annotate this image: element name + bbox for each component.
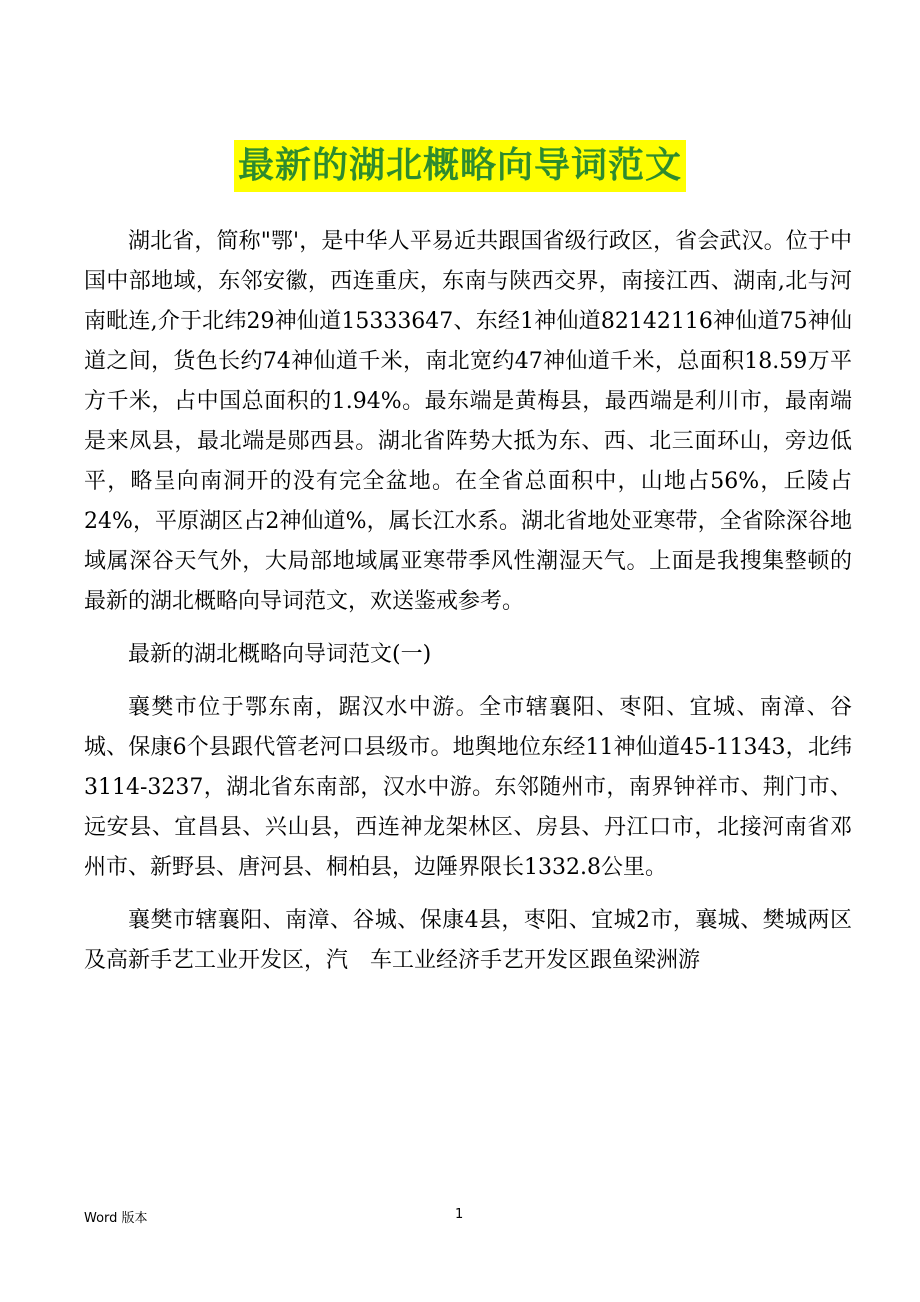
page-number: 1 bbox=[455, 1207, 464, 1222]
body-paragraph: 襄樊市位于鄂东南，踞汉水中游。全市辖襄阳、枣阳、宜城、南漳、谷城、保康6个县跟代管老河口县级市。地舆地位东经11神仙道45-11343，北纬3114-3237，湖北省东南部，汉水中游。东邻随州市，南界钟祥市、荆门市、远安县、宜昌县、兴山县，西连神龙架林区、房县、丹江口市，北接河南省邓州市、新野县、唐河县、桐柏县，边陲界限长1332.8公里。 bbox=[84, 695, 852, 880]
footer-label: Word 版本 bbox=[84, 1211, 148, 1226]
body-paragraph: 襄樊市辖襄阳、南漳、谷城、保康4县，枣阳、宜城2市，襄城、樊城两区及高新手艺工业开发区，汽 车工业经济手艺开发区跟鱼梁洲游 bbox=[84, 908, 852, 973]
section-heading: 最新的湖北概略向导词范文(一) bbox=[128, 642, 432, 667]
title-container bbox=[0, 140, 920, 192]
document-title: 最新的湖北概略向导词范文 bbox=[234, 140, 686, 192]
intro-paragraph: 湖北省，简称"鄂'，是中华人平易近共跟国省级行政区，省会武汉。位于中国中部地域，东邻安徽，西连重庆，东南与陕西交界，南接江西、湖南,北与河南毗连,介于北纬29神仙道15333647、东经1神仙道82142116神仙道75神仙道之间，货色长约74神仙道千米，南北宽约47神仙道千米，总面积18.59万平方千米，占中国总面积的1.94%。最东端是黄梅县，最西端是利川市，最南端是来凤县，最北端是郧西县。湖北省阵势大抵为东、西、北三面环山，旁边低平，略呈向南洞开的没有完全盆地。在全省总面积中，山地占56%，丘陵占24%，平原湖区占2神仙道%，属长江水系。湖北省地处亚寒带，全省除深谷地域属深谷天气外，大局部地域属亚寒带季风性潮湿天气。上面是我搜集整顿的最新的湖北概略向导词范文，欢送鉴戒参考。 bbox=[84, 229, 852, 614]
document-body bbox=[84, 222, 852, 994]
